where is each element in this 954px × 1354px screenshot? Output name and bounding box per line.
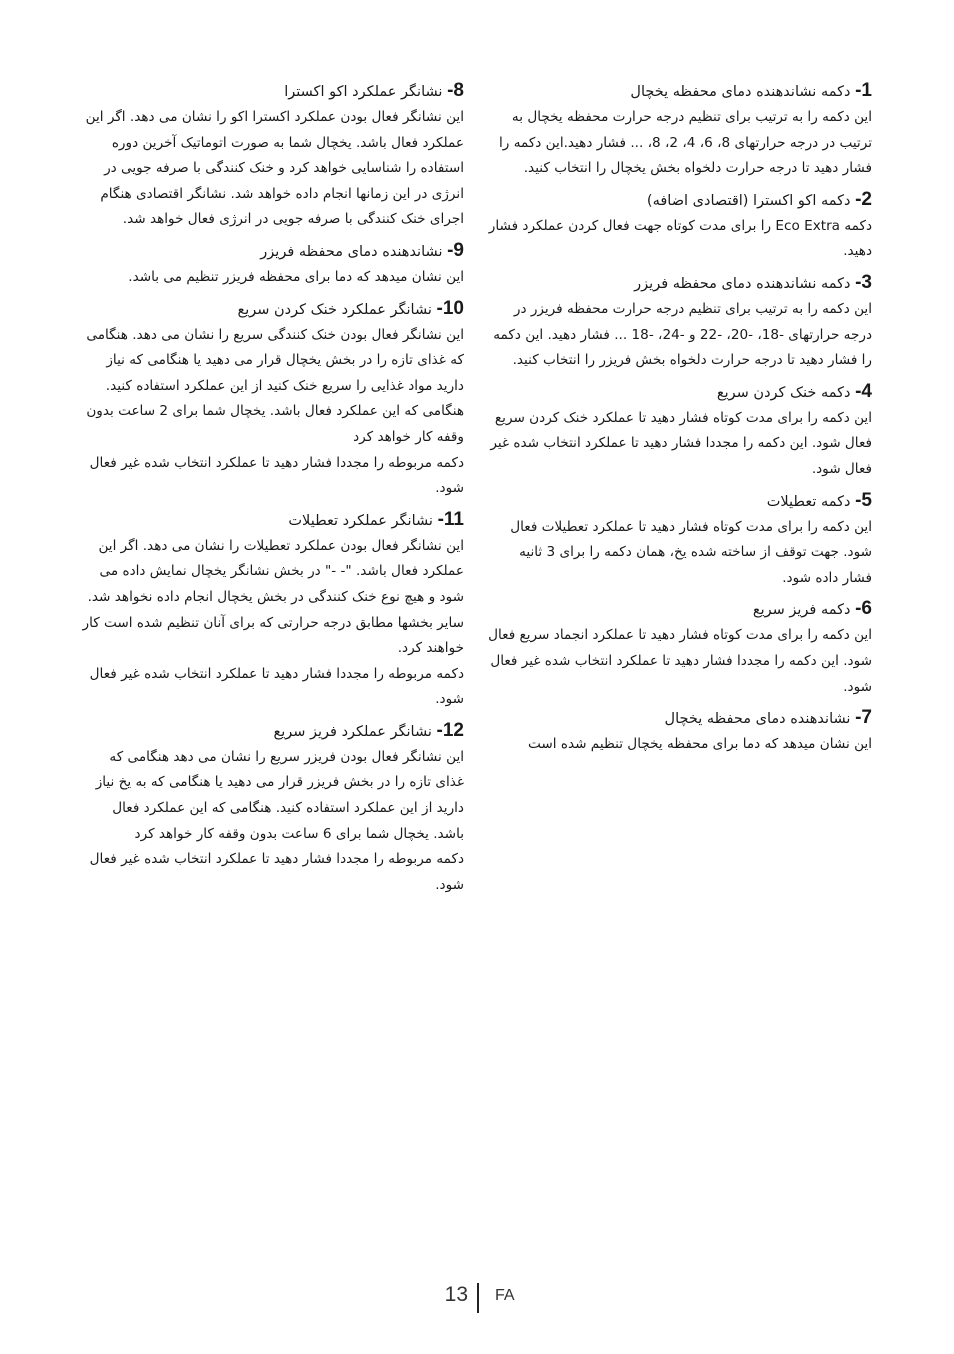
page-footer: [0, 1281, 954, 1315]
item-number: -1: [855, 80, 872, 101]
instruction-item: [78, 238, 464, 291]
item-title: نشاندهنده دمای محفظه فریزر: [260, 243, 443, 260]
item-heading: [488, 596, 872, 623]
item-heading: [78, 718, 464, 745]
item-description: این دکمه را به ترتیب برای تنظیم درجه حرارت محفظه فریزر در درجه حرارتهای -18، -20، -22 و -24، -18 ... فشار دهید. این دکمه را فشار دهید تا درجه حرارت دلخواه بخش فریزر را انتخاب کنید.: [493, 300, 872, 369]
item-title: دکمه فریز سریع: [752, 602, 851, 619]
item-heading: [78, 296, 464, 323]
item-number: -2: [855, 188, 872, 210]
item-title: دکمه نشاندهنده دمای محفظه یخچال: [630, 84, 851, 100]
item-description: این نشانگر فعال بودن عملکرد اکسترا اکو را نشان می دهد. اگر این عملکرد فعال باشد. یخچال شما به صورت اتوماتیک آخرین دوره استفاده را شناسایی خواهد کرد و خنک کنندگی با صرفه جویی در انرژی در این زمانها انجام داده خواهد شد. نشانگر اقتصادی هنگام اجرای خنک کنندگی با صرفه جویی در انرژی فعال خواهد شد.: [85, 109, 464, 228]
item-number: -3: [855, 271, 872, 293]
item-title: دکمه نشاندهنده دمای محفظه فریزر: [634, 275, 851, 292]
item-heading: [78, 507, 464, 534]
item-description: این نشانگر فعال بودن فریزر سریع را نشان می دهد هنگامی که غذای تازه را در بخش فریزر قرار می دهید یا هنگامی که به یخ نیاز دارید از این عملکرد استفاده کنید. هنگامی که این عملکرد فعال باشد. یخچال شما برای 6 ساعت بدون وقفه کار خواهد کرد: [95, 748, 464, 842]
item-heading: [488, 379, 872, 406]
instruction-item: [488, 270, 872, 374]
item-description: این نشان میدهد که دما برای محفظه یخچال تنظیم شده است: [528, 736, 872, 753]
item-description: دکمه مربوطه را مجددا فشار دهید تا عملکرد انتخاب شده غیر فعال شود.: [89, 851, 464, 893]
item-number: -7: [855, 707, 872, 729]
item-description: این دکمه را برای مدت کوتاه فشار دهید تا عملکرد انجماد سریع فعال شود. این دکمه را مجددا فشار دهید تا عملکرد انتخاب شده غیر فعال شود.: [488, 627, 872, 695]
item-title: نشاندهنده دمای محفظه یخچال: [664, 711, 851, 728]
item-heading: [488, 187, 872, 214]
item-title: دکمه تعطیلات: [766, 493, 851, 510]
item-description: این نشانگر فعال بودن خنک کنندگی سریع را نشان می دهد. هنگامی که غذای تازه را در بخش یخچال قرار می دهید یا هنگامی که نیاز دارید مواد غذایی را سریع خنک کنید از این عملکرد استفاده کنید. هنگامی که این عملکرد فعال باشد. یخچال شما برای 2 ساعت بدون وقفه کار خواهد کرد: [86, 326, 464, 445]
footer-divider: [477, 1283, 479, 1313]
item-description: دکمه مربوطه را مجددا فشار دهید تا عملکرد انتخاب شده غیر فعال شود.: [89, 454, 464, 497]
item-description: این دکمه را به ترتیب برای تنظیم درجه حرارت محفظه یخچال به ترتیب در درجه حرارتهای 8، 6، 4، 2، 8، ... فشار دهید.این دکمه را فشار دهید تا درجه حرارت دلخواه بخش یخچال را انتخاب کنید.: [499, 109, 872, 177]
item-heading: [78, 238, 464, 265]
item-description: این نشانگر فعال بودن عملکرد تعطیلات را نشان می دهد. اگر این عملکرد فعال باشد. "- -" در بخش نشانگر یخچال نمایش داده می شود و هیچ نوع خنک کنندگی در بخش یخچال انجام داده نخواهد شد.: [87, 537, 464, 605]
instruction-item: [488, 596, 872, 700]
page-number: 13: [444, 1283, 468, 1306]
language-code: FA: [495, 1287, 515, 1304]
item-number: -11: [437, 508, 464, 530]
item-number: -10: [436, 297, 464, 319]
instruction-item: [488, 187, 872, 265]
item-number: -4: [855, 380, 872, 402]
item-description: این نشان میدهد که دما برای محفظه فریزر تنظیم می باشد.: [128, 268, 464, 285]
right-column: [488, 78, 872, 763]
instruction-item: [488, 78, 872, 182]
item-heading: [488, 270, 872, 297]
item-heading: [488, 488, 872, 515]
item-number: -6: [855, 598, 872, 620]
item-number: -8: [447, 80, 464, 101]
item-description: دکمه مربوطه را مجددا فشار دهید تا عملکرد انتخاب شده غیر فعال شود.: [89, 665, 464, 708]
instruction-item: [488, 379, 872, 483]
instruction-item: [78, 718, 464, 899]
item-description: این دکمه را برای مدت کوتاه فشار دهید تا عملکرد خنک کردن سریع فعال شود. این دکمه را مجددا فشار دهید تا عملکرد انتخاب شده غیر فعال شود.: [490, 409, 872, 477]
item-heading: [488, 705, 872, 732]
item-number: -9: [447, 239, 464, 261]
item-title: دکمه اکو اکسترا (اقتصادی اضافه): [646, 192, 851, 209]
item-title: دکمه خنک کردن سریع: [716, 384, 851, 401]
instruction-item: [488, 488, 872, 592]
item-title: نشانگر عملکرد خنک کردن سریع: [237, 301, 432, 318]
instruction-item: [488, 705, 872, 758]
item-description: سایر بخشها مطابق درجه حرارتی که برای آنان تنظیم شده است کار خواهند کرد.: [82, 614, 464, 657]
instruction-item: [78, 78, 464, 233]
instruction-item: [78, 507, 464, 713]
item-heading: [78, 78, 464, 105]
item-title: نشانگر عملکرد تعطیلات: [288, 512, 433, 529]
item-title: نشانگر عملکرد اکو اکسترا: [284, 84, 443, 100]
item-number: -5: [855, 489, 872, 511]
item-description: این دکمه را برای مدت کوتاه فشار دهید تا عملکرد تعطیلات فعال شود. جهت توقف از ساخته شده یخ، همان دکمه را برای 3 ثانیه فشار داده شود.: [510, 518, 872, 586]
instruction-item: [78, 296, 464, 502]
item-description: دکمه Eco Extra را برای مدت کوتاه جهت فعال کردن عملکرد فشار دهید.: [488, 217, 872, 260]
item-title: نشانگر عملکرد فریز سریع: [273, 723, 432, 740]
item-heading: [488, 78, 872, 105]
item-number: -12: [436, 719, 464, 741]
left-column: [78, 78, 464, 903]
